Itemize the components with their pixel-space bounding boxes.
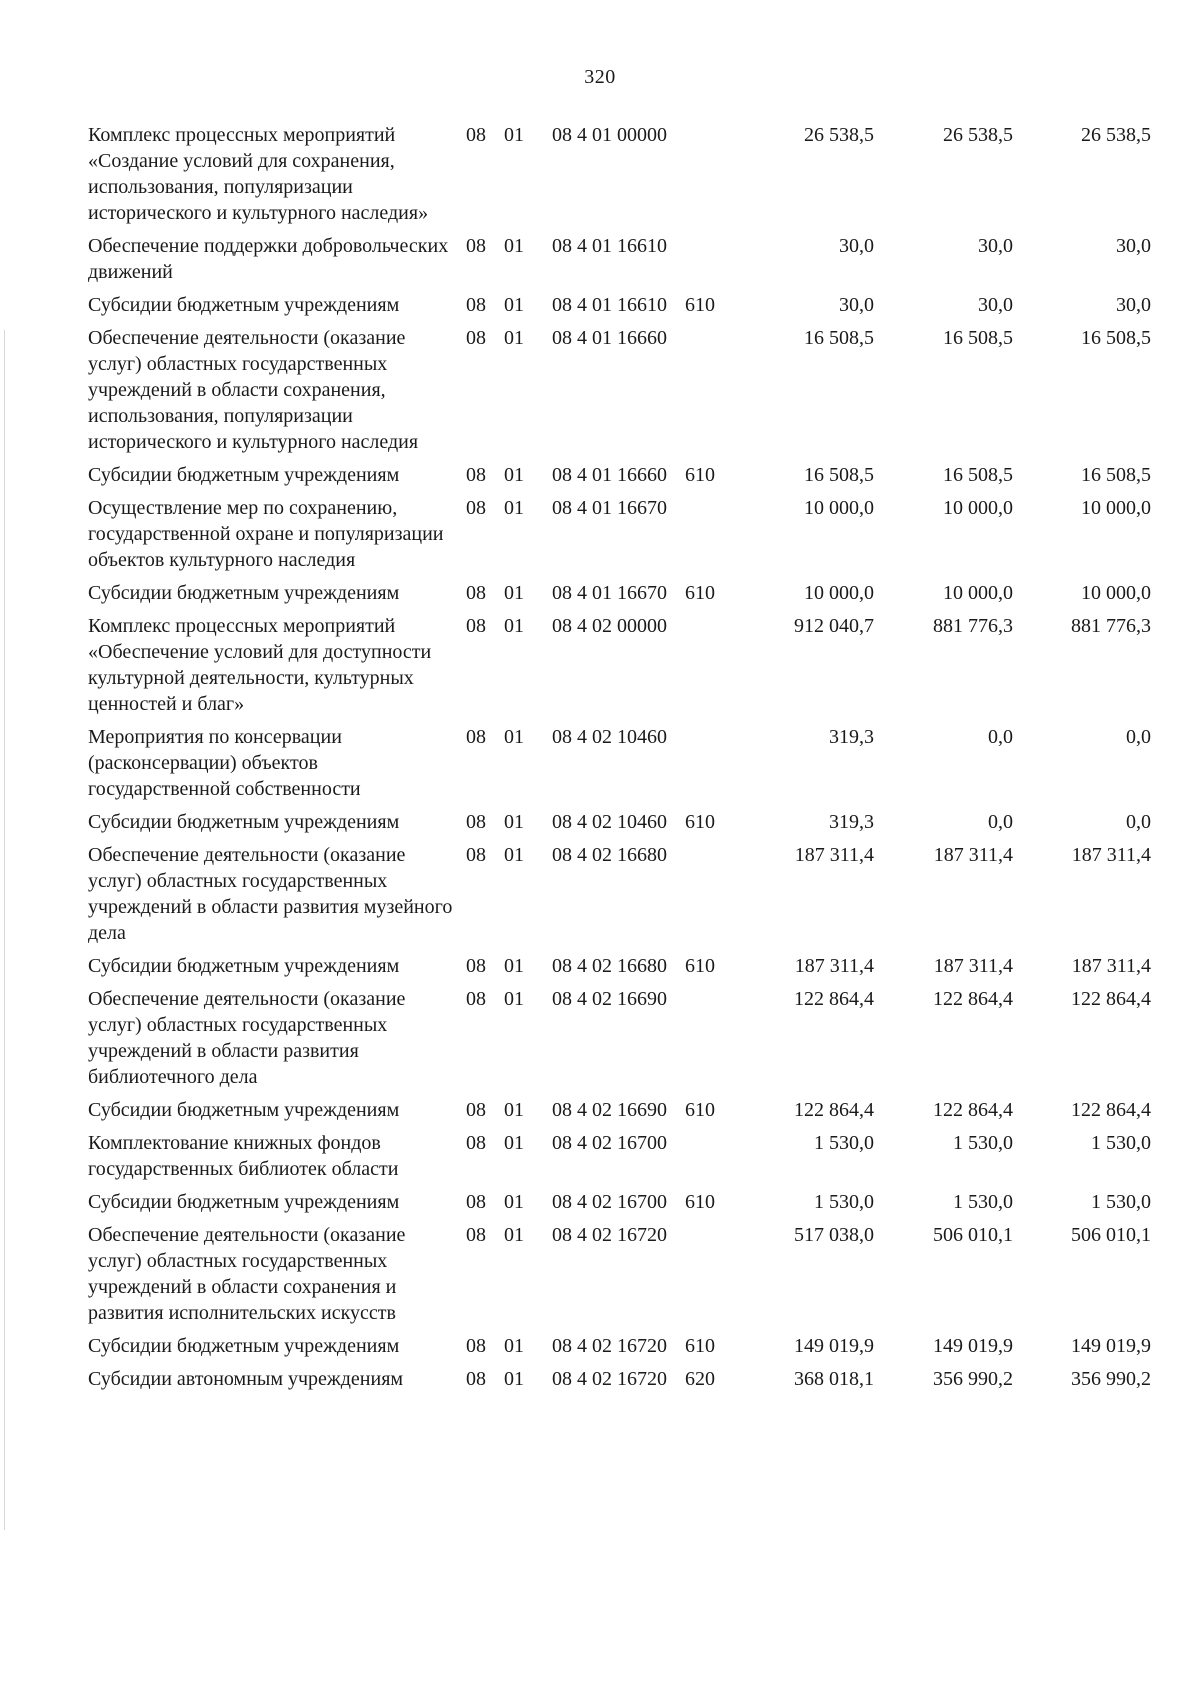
row-name: Субсидии бюджетным учреждениям bbox=[88, 294, 400, 316]
row-amount-year-2: 506 010,1 bbox=[933, 1224, 1013, 1246]
row-subsection-code: 01 bbox=[504, 124, 524, 146]
row-subsection-code: 01 bbox=[504, 235, 524, 257]
row-amount-year-3: 10 000,0 bbox=[1081, 582, 1151, 604]
table-row bbox=[88, 1189, 1151, 1222]
row-name: Обеспечение поддержки добровольческих движений bbox=[88, 235, 449, 283]
row-amount-year-3: 16 508,5 bbox=[1081, 327, 1151, 349]
row-subsection-code: 01 bbox=[504, 1368, 524, 1390]
row-name: Субсидии бюджетным учреждениям bbox=[88, 582, 400, 604]
row-name: Комплектование книжных фондов государственных библиотек области bbox=[88, 1132, 399, 1180]
row-name: Комплекс процессных мероприятий «Создание условий для сохранения, использования, популяризации исторического и культурного наследия» bbox=[88, 124, 429, 224]
table-row bbox=[88, 233, 1151, 292]
row-subsection-code: 01 bbox=[504, 726, 524, 748]
row-target-article: 08 4 01 16660 bbox=[552, 464, 667, 486]
page-number: 320 bbox=[584, 66, 616, 88]
row-section-code: 08 bbox=[466, 811, 486, 833]
row-section-code: 08 bbox=[466, 1368, 486, 1390]
row-name: Мероприятия по консервации (расконсервации) объектов государственной собственности bbox=[88, 726, 361, 800]
table-row bbox=[88, 1097, 1151, 1130]
row-amount-year-1: 122 864,4 bbox=[794, 988, 874, 1010]
row-amount-year-2: 30,0 bbox=[978, 235, 1013, 257]
row-amount-year-3: 30,0 bbox=[1116, 235, 1151, 257]
table-row bbox=[88, 724, 1151, 809]
row-expense-type bbox=[685, 1222, 745, 1333]
row-expense-type: 610 bbox=[685, 811, 715, 833]
row-amount-year-3: 0,0 bbox=[1126, 811, 1151, 833]
row-amount-year-3: 16 508,5 bbox=[1081, 464, 1151, 486]
row-expense-type bbox=[685, 325, 745, 462]
row-amount-year-1: 16 508,5 bbox=[804, 327, 874, 349]
row-expense-type bbox=[685, 613, 745, 724]
row-section-code: 08 bbox=[466, 582, 486, 604]
row-subsection-code: 01 bbox=[504, 294, 524, 316]
row-target-article: 08 4 01 16610 bbox=[552, 294, 667, 316]
row-amount-year-1: 16 508,5 bbox=[804, 464, 874, 486]
row-amount-year-3: 881 776,3 bbox=[1071, 615, 1151, 637]
row-section-code: 08 bbox=[466, 844, 486, 866]
table-row bbox=[88, 1366, 1151, 1399]
table-row bbox=[88, 495, 1151, 580]
row-amount-year-1: 1 530,0 bbox=[814, 1132, 874, 1154]
table-row bbox=[88, 1333, 1151, 1366]
row-amount-year-2: 881 776,3 bbox=[933, 615, 1013, 637]
budget-table-body bbox=[88, 122, 1151, 1399]
row-amount-year-2: 187 311,4 bbox=[933, 955, 1013, 977]
row-section-code: 08 bbox=[466, 1191, 486, 1213]
table-row bbox=[88, 122, 1151, 233]
row-target-article: 08 4 02 10460 bbox=[552, 811, 667, 833]
row-section-code: 08 bbox=[466, 497, 486, 519]
row-amount-year-2: 356 990,2 bbox=[933, 1368, 1013, 1390]
row-subsection-code: 01 bbox=[504, 582, 524, 604]
row-target-article: 08 4 02 10460 bbox=[552, 726, 667, 748]
row-subsection-code: 01 bbox=[504, 497, 524, 519]
row-name: Субсидии бюджетным учреждениям bbox=[88, 1191, 400, 1213]
row-expense-type bbox=[685, 233, 745, 292]
row-name: Обеспечение деятельности (оказание услуг) областных государственных учреждений в области сохранения, использования, популяризации исторического и культурного наследия bbox=[88, 327, 419, 453]
row-expense-type bbox=[685, 495, 745, 580]
row-amount-year-3: 149 019,9 bbox=[1071, 1335, 1151, 1357]
row-amount-year-2: 30,0 bbox=[978, 294, 1013, 316]
row-target-article: 08 4 02 16700 bbox=[552, 1132, 667, 1154]
row-section-code: 08 bbox=[466, 1335, 486, 1357]
row-expense-type: 610 bbox=[685, 955, 715, 977]
row-amount-year-1: 368 018,1 bbox=[794, 1368, 874, 1390]
row-target-article: 08 4 02 00000 bbox=[552, 615, 667, 637]
row-section-code: 08 bbox=[466, 1099, 486, 1121]
row-amount-year-2: 10 000,0 bbox=[943, 582, 1013, 604]
row-amount-year-2: 122 864,4 bbox=[933, 988, 1013, 1010]
row-amount-year-1: 30,0 bbox=[839, 294, 874, 316]
row-expense-type: 610 bbox=[685, 464, 715, 486]
row-target-article: 08 4 02 16700 bbox=[552, 1191, 667, 1213]
row-expense-type bbox=[685, 842, 745, 953]
row-target-article: 08 4 02 16720 bbox=[552, 1224, 667, 1246]
row-target-article: 08 4 02 16720 bbox=[552, 1368, 667, 1390]
row-section-code: 08 bbox=[466, 955, 486, 977]
row-amount-year-1: 122 864,4 bbox=[794, 1099, 874, 1121]
row-name: Обеспечение деятельности (оказание услуг) областных государственных учреждений в области сохранения и развития исполнительских искусств bbox=[88, 1224, 406, 1324]
row-amount-year-3: 1 530,0 bbox=[1091, 1132, 1151, 1154]
row-amount-year-2: 0,0 bbox=[988, 726, 1013, 748]
table-row bbox=[88, 613, 1151, 724]
row-name: Субсидии бюджетным учреждениям bbox=[88, 1099, 400, 1121]
row-expense-type: 610 bbox=[685, 1099, 715, 1121]
row-name: Осуществление мер по сохранению, государственной охране и популяризации объектов культурного наследия bbox=[88, 497, 444, 571]
row-target-article: 08 4 01 16670 bbox=[552, 582, 667, 604]
row-amount-year-2: 149 019,9 bbox=[933, 1335, 1013, 1357]
row-target-article: 08 4 02 16680 bbox=[552, 844, 667, 866]
row-target-article: 08 4 01 16610 bbox=[552, 235, 667, 257]
row-amount-year-2: 26 538,5 bbox=[943, 124, 1013, 146]
row-section-code: 08 bbox=[466, 464, 486, 486]
row-amount-year-1: 1 530,0 bbox=[814, 1191, 874, 1213]
table-row bbox=[88, 1222, 1151, 1333]
row-subsection-code: 01 bbox=[504, 1224, 524, 1246]
row-amount-year-2: 1 530,0 bbox=[953, 1132, 1013, 1154]
row-expense-type bbox=[685, 724, 745, 809]
row-amount-year-1: 187 311,4 bbox=[794, 844, 874, 866]
row-section-code: 08 bbox=[466, 235, 486, 257]
row-section-code: 08 bbox=[466, 294, 486, 316]
row-amount-year-3: 506 010,1 bbox=[1071, 1224, 1151, 1246]
row-amount-year-3: 122 864,4 bbox=[1071, 1099, 1151, 1121]
table-row bbox=[88, 986, 1151, 1097]
row-subsection-code: 01 bbox=[504, 1191, 524, 1213]
row-section-code: 08 bbox=[466, 124, 486, 146]
row-expense-type: 610 bbox=[685, 1335, 715, 1357]
row-subsection-code: 01 bbox=[504, 327, 524, 349]
row-amount-year-1: 517 038,0 bbox=[794, 1224, 874, 1246]
table-row bbox=[88, 809, 1151, 842]
row-expense-type: 610 bbox=[685, 1191, 715, 1213]
row-expense-type: 610 bbox=[685, 582, 715, 604]
row-section-code: 08 bbox=[466, 988, 486, 1010]
row-amount-year-3: 26 538,5 bbox=[1081, 124, 1151, 146]
row-amount-year-1: 30,0 bbox=[839, 235, 874, 257]
row-target-article: 08 4 02 16690 bbox=[552, 988, 667, 1010]
row-expense-type bbox=[685, 1130, 745, 1189]
row-section-code: 08 bbox=[466, 1132, 486, 1154]
row-target-article: 08 4 02 16690 bbox=[552, 1099, 667, 1121]
row-amount-year-1: 319,3 bbox=[829, 811, 874, 833]
row-amount-year-2: 16 508,5 bbox=[943, 327, 1013, 349]
row-subsection-code: 01 bbox=[504, 464, 524, 486]
row-name: Субсидии автономным учреждениям bbox=[88, 1368, 404, 1390]
row-expense-type: 610 bbox=[685, 294, 715, 316]
row-amount-year-2: 10 000,0 bbox=[943, 497, 1013, 519]
row-name: Субсидии бюджетным учреждениям bbox=[88, 464, 400, 486]
row-amount-year-3: 10 000,0 bbox=[1081, 497, 1151, 519]
table-row bbox=[88, 842, 1151, 953]
row-amount-year-3: 0,0 bbox=[1126, 726, 1151, 748]
row-subsection-code: 01 bbox=[504, 844, 524, 866]
row-name: Субсидии бюджетным учреждениям bbox=[88, 1335, 400, 1357]
row-amount-year-2: 187 311,4 bbox=[933, 844, 1013, 866]
row-amount-year-3: 187 311,4 bbox=[1071, 955, 1151, 977]
row-subsection-code: 01 bbox=[504, 988, 524, 1010]
row-section-code: 08 bbox=[466, 1224, 486, 1246]
row-subsection-code: 01 bbox=[504, 615, 524, 637]
row-subsection-code: 01 bbox=[504, 1132, 524, 1154]
row-amount-year-3: 356 990,2 bbox=[1071, 1368, 1151, 1390]
row-expense-type bbox=[685, 122, 745, 233]
row-amount-year-2: 1 530,0 bbox=[953, 1191, 1013, 1213]
row-amount-year-1: 149 019,9 bbox=[794, 1335, 874, 1357]
row-amount-year-2: 16 508,5 bbox=[943, 464, 1013, 486]
row-target-article: 08 4 01 16670 bbox=[552, 497, 667, 519]
row-amount-year-3: 1 530,0 bbox=[1091, 1191, 1151, 1213]
row-name: Обеспечение деятельности (оказание услуг) областных государственных учреждений в области развития библиотечного дела bbox=[88, 988, 406, 1088]
row-name: Комплекс процессных мероприятий «Обеспечение условий для доступности культурной деятельности, культурных ценностей и благ» bbox=[88, 615, 432, 715]
row-amount-year-1: 319,3 bbox=[829, 726, 874, 748]
row-name: Обеспечение деятельности (оказание услуг) областных государственных учреждений в области развития музейного дела bbox=[88, 844, 453, 944]
row-name: Субсидии бюджетным учреждениям bbox=[88, 811, 400, 833]
row-section-code: 08 bbox=[466, 615, 486, 637]
row-subsection-code: 01 bbox=[504, 955, 524, 977]
row-target-article: 08 4 01 16660 bbox=[552, 327, 667, 349]
row-amount-year-1: 912 040,7 bbox=[794, 615, 874, 637]
row-section-code: 08 bbox=[466, 726, 486, 748]
row-name: Субсидии бюджетным учреждениям bbox=[88, 955, 400, 977]
row-section-code: 08 bbox=[466, 327, 486, 349]
row-amount-year-3: 187 311,4 bbox=[1071, 844, 1151, 866]
row-target-article: 08 4 02 16680 bbox=[552, 955, 667, 977]
table-row bbox=[88, 580, 1151, 613]
row-amount-year-3: 30,0 bbox=[1116, 294, 1151, 316]
table-row bbox=[88, 325, 1151, 462]
row-amount-year-1: 26 538,5 bbox=[804, 124, 874, 146]
row-subsection-code: 01 bbox=[504, 811, 524, 833]
row-target-article: 08 4 01 00000 bbox=[552, 124, 667, 146]
row-amount-year-1: 187 311,4 bbox=[794, 955, 874, 977]
row-amount-year-3: 122 864,4 bbox=[1071, 988, 1151, 1010]
row-target-article: 08 4 02 16720 bbox=[552, 1335, 667, 1357]
row-subsection-code: 01 bbox=[504, 1335, 524, 1357]
table-row bbox=[88, 953, 1151, 986]
budget-table bbox=[88, 122, 1151, 1399]
row-expense-type: 620 bbox=[685, 1368, 715, 1390]
row-amount-year-2: 0,0 bbox=[988, 811, 1013, 833]
scan-edge-line bbox=[4, 330, 5, 1530]
row-amount-year-1: 10 000,0 bbox=[804, 582, 874, 604]
row-amount-year-2: 122 864,4 bbox=[933, 1099, 1013, 1121]
row-expense-type bbox=[685, 986, 745, 1097]
table-row bbox=[88, 1130, 1151, 1189]
table-row bbox=[88, 462, 1151, 495]
row-subsection-code: 01 bbox=[504, 1099, 524, 1121]
table-row bbox=[88, 292, 1151, 325]
row-amount-year-1: 10 000,0 bbox=[804, 497, 874, 519]
